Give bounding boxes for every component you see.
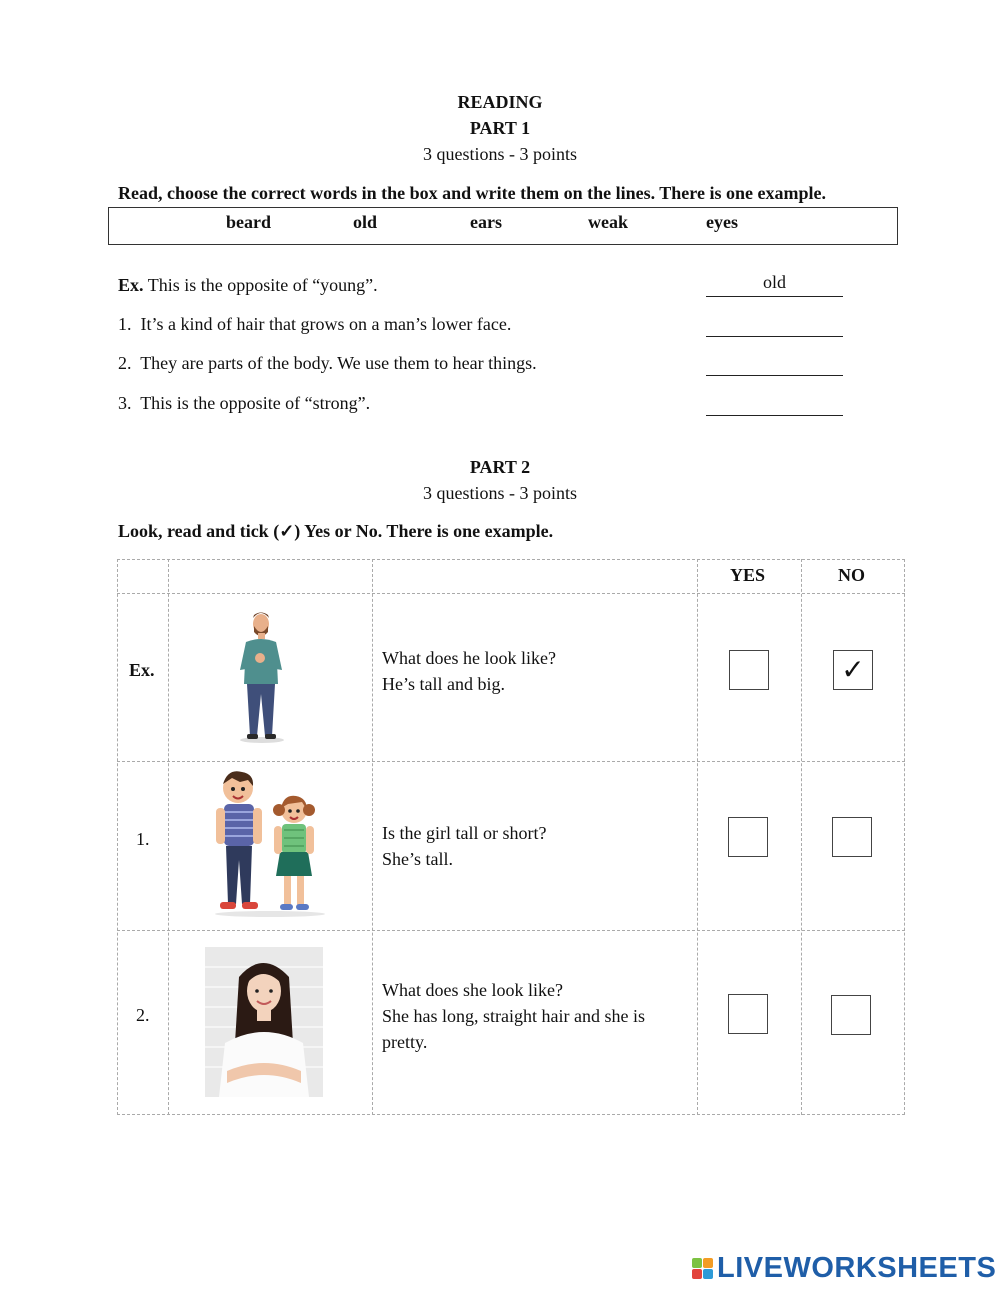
- answer-input-1[interactable]: [706, 312, 843, 337]
- word-ears: ears: [470, 212, 502, 232]
- example-label: Ex.: [118, 275, 144, 295]
- question-text: They are parts of the body. We use them to hear things.: [140, 353, 537, 373]
- woman-photo: [205, 947, 323, 1097]
- example-answer-line: old: [706, 272, 843, 297]
- yes-checkbox[interactable]: [728, 817, 768, 857]
- row-question: What does he look like?: [382, 648, 556, 668]
- part1-instruction: Read, choose the correct words in the box and write them on the lines. There is one example.: [118, 183, 826, 203]
- liveworksheets-logo: [692, 1252, 996, 1285]
- word-eyes: eyes: [706, 212, 738, 232]
- word-box: [108, 207, 898, 245]
- table-divider: [117, 593, 905, 594]
- man-illustration: [230, 606, 300, 746]
- part2-subtitle: 3 questions - 3 points: [422, 483, 577, 503]
- table-divider: [372, 559, 373, 1115]
- brand-name: LIVEWORKSHEETS: [717, 1252, 997, 1284]
- logo-icon: [692, 1258, 713, 1279]
- table-divider: [801, 559, 802, 1115]
- row-answer: She has long, straight hair and she is pretty.: [382, 1006, 645, 1052]
- question-number: 1.: [118, 314, 132, 334]
- question-1: [118, 314, 511, 335]
- table-divider: [117, 930, 905, 931]
- question-number: 2.: [118, 353, 132, 373]
- row-label: Ex.: [129, 660, 155, 680]
- no-checkbox[interactable]: ✓: [833, 650, 873, 690]
- yes-checkbox[interactable]: [729, 650, 769, 690]
- col-yes-header: YES: [730, 565, 766, 585]
- row-question: What does she look like?: [382, 980, 563, 1000]
- question-3: [118, 393, 370, 414]
- row-answer: She’s tall.: [382, 849, 453, 869]
- answer-input-3[interactable]: [706, 391, 843, 416]
- yes-checkbox[interactable]: [728, 994, 768, 1034]
- question-text: It’s a kind of hair that grows on a man’s lower face.: [140, 314, 512, 334]
- question-number: 3.: [118, 393, 132, 413]
- answer-input-2[interactable]: [706, 351, 843, 376]
- question-text: This is the opposite of “strong”.: [140, 393, 371, 413]
- boy-and-girl-illustration: [210, 768, 330, 918]
- part2-instruction: Look, read and tick (✓) Yes or No. There is one example.: [118, 521, 554, 541]
- example-question: [118, 275, 378, 296]
- table-divider: [697, 559, 698, 1115]
- table-divider: [117, 761, 905, 762]
- col-no-header: NO: [838, 565, 865, 585]
- row-label: 1.: [136, 829, 150, 849]
- example-text: This is the opposite of “young”.: [147, 275, 378, 295]
- part1-title: PART 1: [469, 118, 531, 138]
- part2-title: PART 2: [469, 457, 531, 477]
- row-question: Is the girl tall or short?: [382, 823, 547, 843]
- no-checkbox[interactable]: [831, 995, 871, 1035]
- part1-subtitle: 3 questions - 3 points: [422, 144, 577, 164]
- word-old: old: [353, 212, 378, 232]
- question-2: [118, 353, 537, 374]
- row-label: 2.: [136, 1005, 150, 1025]
- word-weak: weak: [588, 212, 628, 232]
- word-beard: beard: [226, 212, 271, 232]
- no-checkbox[interactable]: [832, 817, 872, 857]
- table-divider: [168, 559, 169, 1115]
- row-answer: He’s tall and big.: [382, 674, 505, 694]
- page-title: READING: [457, 92, 543, 112]
